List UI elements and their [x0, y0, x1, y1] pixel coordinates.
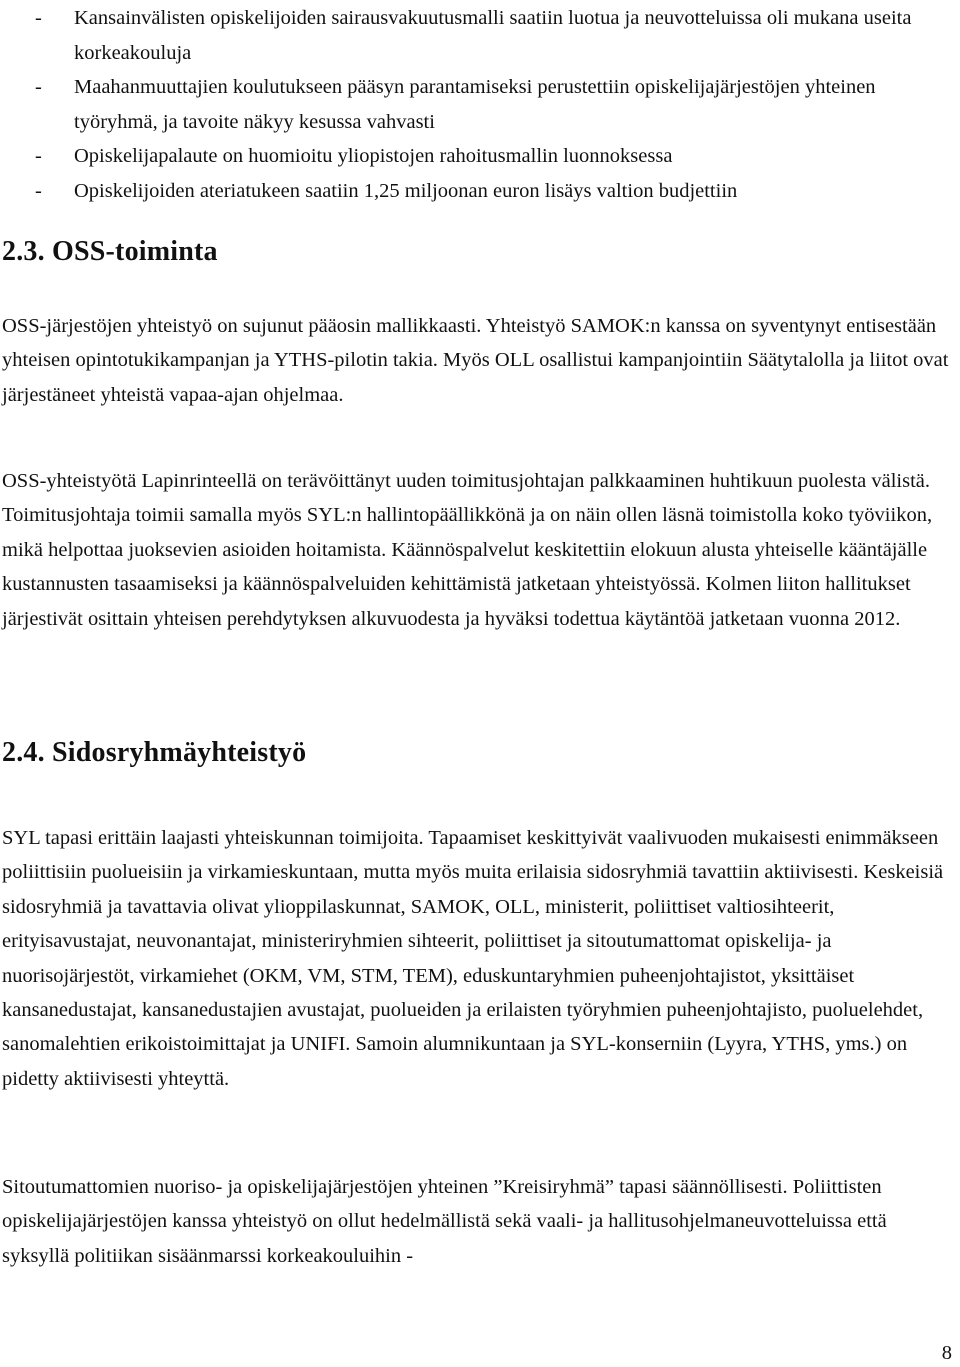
paragraph-oss-1: OSS-järjestöjen yhteistyö on sujunut pääosin mallikkaasti. Yhteistyö SAMOK:n kanssa on syventynyt entisestään yhteisen opintotukikampanjan ja YTHS-pilotin takia. Myös OLL osallistui kampanjointiin Säätytalolla ja liitot ovat järjestäneet yhteistä vapaa-ajan ohjelmaa. [2, 315, 949, 406]
list-item [0, 70, 960, 139]
bullet-dash: - [35, 7, 42, 29]
bullet-text: Maahanmuuttajien koulutukseen pääsyn parantamiseksi perustettiin opiskelijajärjestöjen yhteinen työryhmä, ja tavoite näkyy kesussa vahvasti [74, 76, 876, 133]
bullet-text: Kansainvälisten opiskelijoiden sairausvakuutusmalli saatiin luotua ja neuvotteluissa oli mukana useita korkeakouluja [74, 7, 912, 64]
bullet-text: Opiskelijoiden ateriatukeen saatiin 1,25 miljoonan euron lisäys valtion budjettiin [74, 179, 738, 202]
bullet-text: Opiskelijapalaute on huomioitu yliopistojen rahoitusmallin luonnoksessa [74, 145, 673, 167]
paragraph-sidosryhma-1: SYL tapasi erittäin laajasti yhteiskunnan toimijoita. Tapaamiset keskittyivät vaalivuoden mukaisesti enimmäkseen poliittisiin puolueisiin ja virkamieskuntaan, mutta myös muita erilaisia sidosryhmiä tavattiin aktiivisesti. Keskeisiä sidosryhmiä ja tavattavia olivat ylioppilaskunnat, SAMOK, OLL, ministerit, poliittiset valtiosihteerit, erityisavustajat, neuvonantajat, ministeriryhmien sihteerit, poliittiset ja sitoutumattomat opiskelija- ja nuorisojärjestöt, virkamiehet (OKM, VM, STM, TEM), eduskuntaryhmien puheenjohtajistot, yksittäiset kansanedustajat, kansanedustajien avustajat, puolueiden ja erilaisten työryhmien puheenjohtajisto, puoluelehdet, sanomalehtien erikoistoimittajat ja UNIFI. Samoin alumnikuntaan ja SYL-konserniin (Lyyra, YTHS, yms.) on pidetty aktiivisesti yhteyttä. [2, 827, 944, 1090]
section-heading-sidosryhma: 2.4. Sidosryhmäyhteistyö [2, 737, 307, 768]
bullet-dash: - [35, 145, 42, 167]
list-item [0, 1, 960, 70]
list-item [0, 139, 960, 174]
bullet-dash: - [35, 76, 42, 98]
list-item [0, 174, 960, 209]
paragraph-oss-2: OSS-yhteistyötä Lapinrinteellä on terävöittänyt uuden toimitusjohtajan palkkaaminen huhtikuun puolesta välistä. Toimitusjohtaja toimii samalla myös SYL:n hallintopäällikkönä ja on näin ollen läsnä toimistolla koko työviikon, mikä helpottaa juoksevien asioiden hoitamista. Käännöspalvelut keskitettiin elokuun alusta yhteiselle kääntäjälle kustannusten tasaamiseksi ja käännöspalveluiden kehittämistä jatketaan yhteistyössä. Kolmen liiton hallitukset järjestivät osittain yhteisen perehdytyksen alkuvuodesta ja hyväksi todettua käytäntöä jatketaan vuonna 2012. [2, 470, 933, 630]
bullet-dash: - [35, 179, 42, 202]
paragraph-sidosryhma-2: Sitoutumattomien nuoriso- ja opiskelijajärjestöjen yhteinen ”Kreisiryhmä” tapasi säännöllisesti. Poliittisten opiskelijajärjestöjen kanssa yhteistyö on ollut hedelmällistä sekä vaali- ja hallitusohjelmaneuvotteluissa että syksyllä politiikan sisäänmarssi korkeakouluihin - [2, 1176, 887, 1267]
section-heading-oss: 2.3. OSS-toiminta [2, 236, 218, 267]
bullet-list [0, 1, 960, 208]
page-number: 8 [941, 1342, 952, 1364]
